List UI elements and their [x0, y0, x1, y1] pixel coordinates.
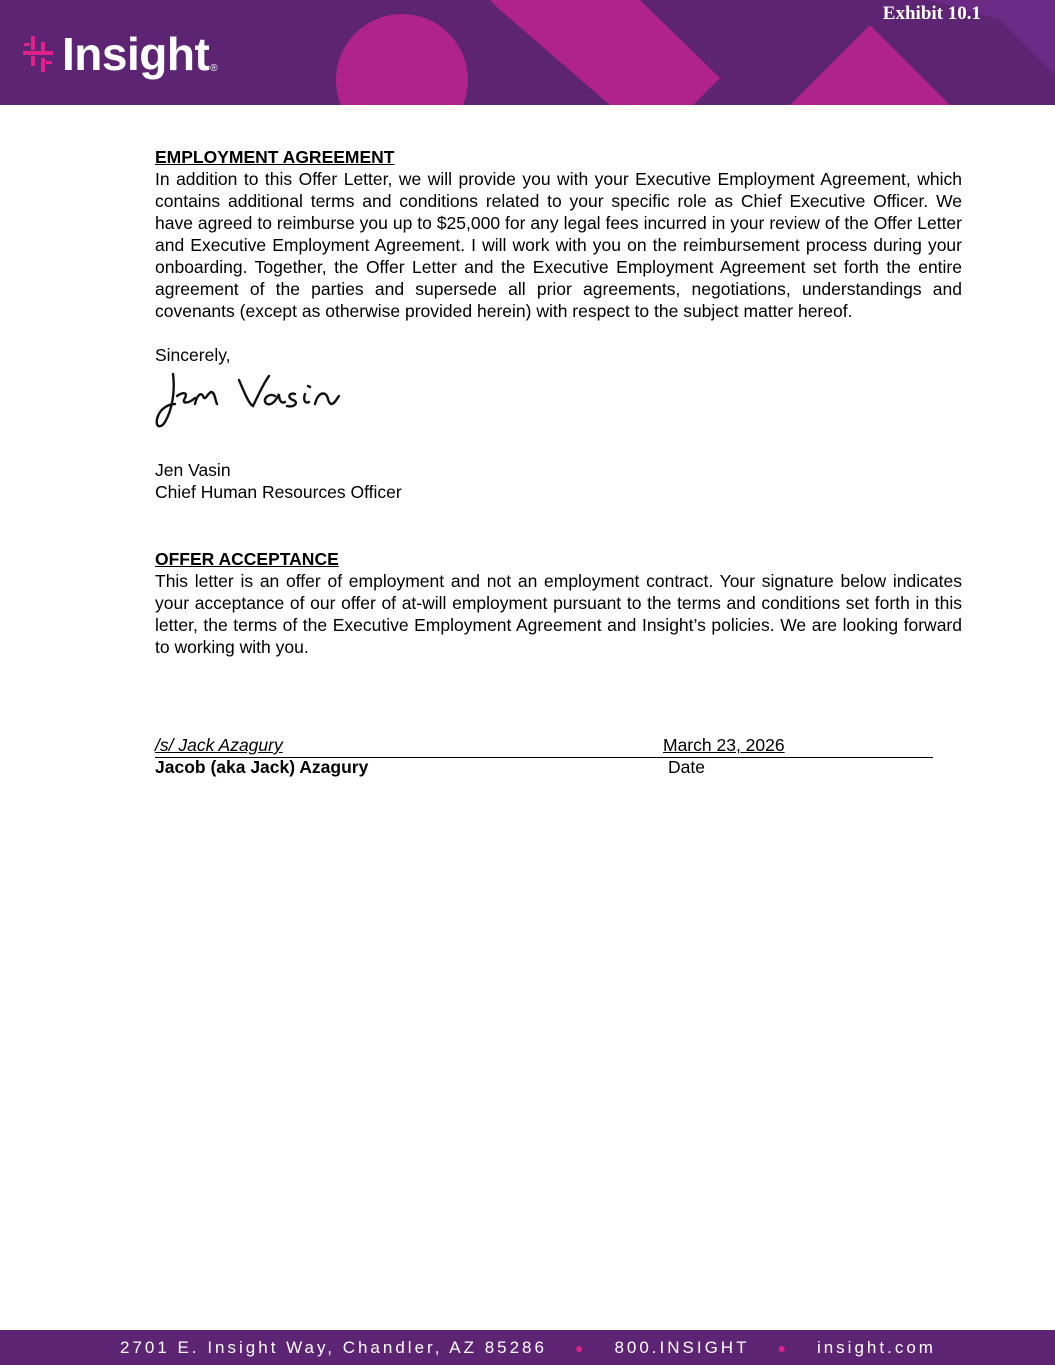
footer-website: insight.com [816, 1337, 936, 1357]
offer-acceptance-paragraph: This letter is an offer of employment and not an employment contract. Your signature below indicates your acceptance of our offer of at-will employment pursuant to the terms and conditions set forth in this letter, the terms of the Executive Employment Agreement and Insight’s policies. We are looking forward to working with you. [155, 571, 962, 657]
insight-logo [22, 28, 218, 80]
acceptance-date: March 23, 2026 [663, 735, 785, 755]
acceptance-signature-line [155, 735, 933, 758]
sender-block [155, 459, 962, 503]
salutation: Sincerely, [155, 345, 231, 365]
registered-mark: ® [210, 63, 218, 74]
employment-agreement-paragraph: In addition to this Offer Letter, we will provide you with your Executive Employment Agreement, which contains additional terms and conditions related to your specific role as Chief Executive Officer. We have agreed to reimburse you up to $25,000 for any legal fees incurred in your review of the Offer Letter and Executive Employment Agreement. I will work with you on the reimbursement process during your onboarding. Together, the Offer Letter and the Executive Employment Agreement set forth the entire agreement of the parties and supersede all prior agreements, negotiations, understandings and covenants (except as otherwise provided herein) with respect to the subject matter hereof. [155, 169, 962, 321]
letterhead-banner [0, 0, 1055, 105]
banner-circle [336, 14, 468, 105]
offer-acceptance-heading: OFFER ACCEPTANCE [155, 549, 339, 569]
banner-triangle [790, 25, 950, 105]
employment-agreement-heading: EMPLOYMENT AGREEMENT [155, 147, 395, 167]
sender-name: Jen Vasin [155, 460, 231, 480]
letter-body [155, 146, 962, 658]
exhibit-label: Exhibit 10.1 [882, 3, 981, 24]
footer-separator-dot: ● [777, 1339, 789, 1356]
sender-title: Chief Human Resources Officer [155, 482, 402, 502]
footer-separator-dot: ● [574, 1339, 587, 1356]
jen-vasin-signature [155, 368, 355, 434]
banner-stripe [490, 0, 720, 105]
acceptance-signature: /s/ Jack Azagury [155, 735, 283, 755]
letterhead-footer [0, 1330, 1055, 1365]
logo-wordmark: Insight [62, 28, 210, 80]
acceptance-signer-name: Jacob (aka Jack) Azagury [155, 757, 369, 777]
date-label: Date [668, 757, 705, 777]
insight-logo-icon [22, 34, 54, 74]
footer-phone: 800.INSIGHT [614, 1337, 750, 1357]
footer-address: 2701 E. Insight Way, Chandler, AZ 85286 [120, 1337, 547, 1357]
